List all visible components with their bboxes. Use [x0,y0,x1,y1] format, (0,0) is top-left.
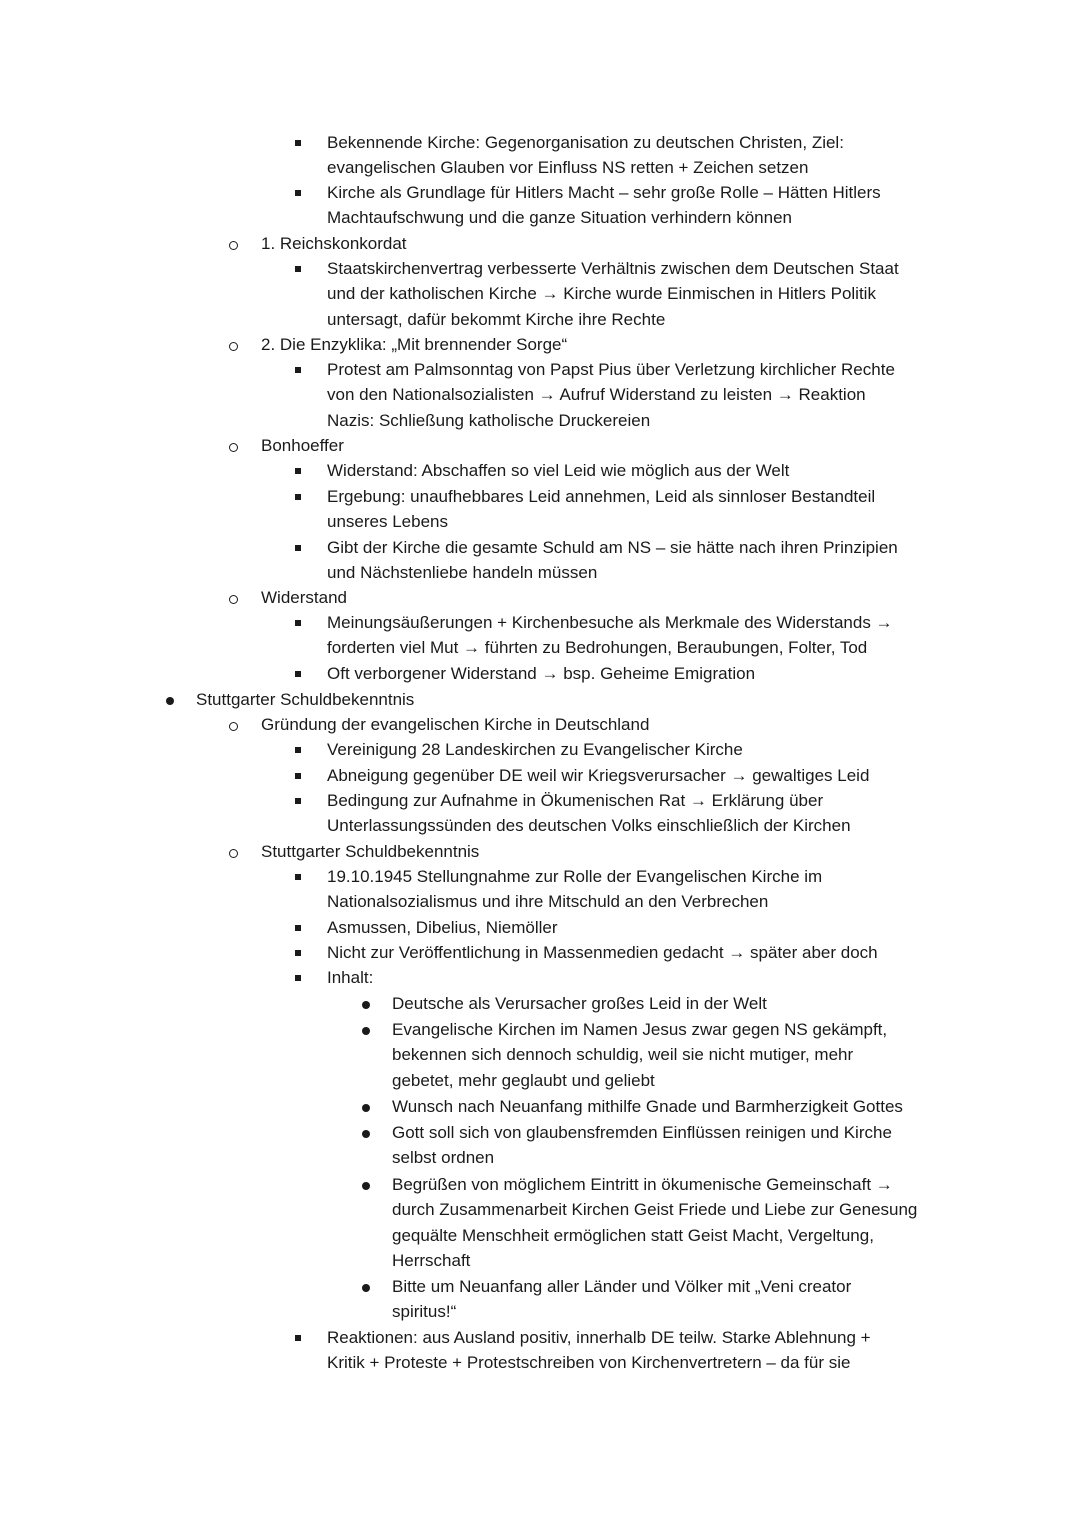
circle-bullet-icon [229,342,238,351]
disc-bullet-icon [362,1182,370,1190]
list-item-protest-palmsonntag: Protest am Palmsonntag von Papst Pius über Verletzung kirchlicher Rechte von den Nationalsozialisten → Aufruf Widerstand zu leisten → Reaktion Nazis: Schließung katholische Druckereien [327,360,895,430]
disc-bullet-icon [362,1130,370,1138]
list-item-bedingung: Bedingung zur Aufnahme in Ökumenischen Rat → Erklärung über Unterlassungssünden des deutschen Volks einschließlich der Kirchen [327,791,851,836]
list-item-bonhoeffer-schuld: Gibt der Kirche die gesamte Schuld am NS – sie hätte nach ihren Prinzipien und Nächstenliebe handeln müssen [327,538,898,583]
list-item-veroeffentlichung: Nicht zur Veröffentlichung in Massenmedien gedacht → später aber doch [327,943,878,962]
disc-bullet-icon [362,1104,370,1112]
square-bullet-icon [295,494,301,500]
list-item-inhalt-oekumene: Begrüßen von möglichem Eintritt in ökumenische Gemeinschaft → durch Zusammenarbeit Kirchen Geist Friede und Liebe zur Genesung gequälte Menschheit ermöglichen statt Geist Macht, Vergeltung, Herrschaft [392,1175,918,1271]
list-item-reaktionen: Reaktionen: aus Ausland positiv, innerhalb DE teilw. Starke Ablehnung + Kritik + Proteste + Protestschreiben von Kirchenvertretern – da für sie [327,1328,871,1373]
square-bullet-icon [295,950,301,956]
list-item-stellungnahme: 19.10.1945 Stellungnahme zur Rolle der Evangelischen Kirche im Nationalsozialismus und ihre Mitschuld an den Verbrechen [327,867,823,912]
square-bullet-icon [295,773,301,779]
section-heading-gruendung: Gründung der evangelischen Kirche in Deutschland [261,715,650,734]
square-bullet-icon [295,925,301,931]
square-bullet-icon [295,975,301,981]
circle-bullet-icon [229,241,238,250]
list-item-inhalt: Inhalt: [327,968,374,987]
circle-bullet-icon [229,722,238,731]
circle-bullet-icon [229,443,238,452]
square-bullet-icon [295,140,301,146]
section-heading-schuldbekenntnis: Stuttgarter Schuldbekenntnis [261,842,480,861]
list-item-verborgener-widerstand: Oft verborgener Widerstand → bsp. Geheime Emigration [327,664,756,683]
list-item-autoren: Asmussen, Dibelius, Niemöller [327,918,558,937]
disc-bullet-icon [166,697,174,705]
main-heading-stuttgarter-schuldbekenntnis: Stuttgarter Schuldbekenntnis [196,690,415,709]
section-heading-bonhoeffer: Bonhoeffer [261,436,344,455]
disc-bullet-icon [362,1027,370,1035]
section-heading-enzyklika: 2. Die Enzyklika: „Mit brennender Sorge“ [261,335,568,354]
square-bullet-icon [295,190,301,196]
square-bullet-icon [295,468,301,474]
list-item-kirche-grundlage: Kirche als Grundlage für Hitlers Macht – sehr große Rolle – Hätten Hitlers Machtaufschwung und die ganze Situation verhindern können [327,183,881,228]
square-bullet-icon [295,545,301,551]
square-bullet-icon [295,1335,301,1341]
disc-bullet-icon [362,1001,370,1009]
square-bullet-icon [295,367,301,373]
list-item-bonhoeffer-widerstand: Widerstand: Abschaffen so viel Leid wie möglich aus der Welt [327,461,790,480]
square-bullet-icon [295,798,301,804]
list-item-meinungsaeusserungen: Meinungsäußerungen + Kirchenbesuche als Merkmale des Widerstands → forderten viel Mut → führten zu Bedrohungen, Beraubungen, Folter, Tod [327,613,893,658]
list-item-abneigung: Abneigung gegenüber DE weil wir Kriegsverursacher → gewaltiges Leid [327,766,870,785]
list-item-vereinigung: Vereinigung 28 Landeskirchen zu Evangelischer Kirche [327,740,743,759]
square-bullet-icon [295,266,301,272]
list-item-inhalt-gott: Gott soll sich von glaubensfremden Einflüssen reinigen und Kirche selbst ordnen [392,1123,892,1168]
square-bullet-icon [295,874,301,880]
section-heading-widerstand: Widerstand [261,588,347,607]
list-item-inhalt-verursacher: Deutsche als Verursacher großes Leid in der Welt [392,994,767,1013]
square-bullet-icon [295,671,301,677]
square-bullet-icon [295,747,301,753]
square-bullet-icon [295,620,301,626]
list-item-inhalt-veni-creator: Bitte um Neuanfang aller Länder und Völker mit „Veni creator spiritus!“ [392,1277,852,1322]
disc-bullet-icon [362,1284,370,1292]
list-item-bekennende-kirche: Bekennende Kirche: Gegenorganisation zu deutschen Christen, Ziel: evangelischen Glauben vor Einfluss NS retten + Zeichen setzen [327,133,844,178]
section-heading-reichskonkordat: 1. Reichskonkordat [261,234,407,253]
list-item-staatskirchenvertrag: Staatskirchenvertrag verbesserte Verhältnis zwischen dem Deutschen Staat und der katholischen Kirche → Kirche wurde Einmischen in Hitlers Politik untersagt, dafür bekommt Kirche ihre Rechte [327,259,899,329]
circle-bullet-icon [229,595,238,604]
list-item-bonhoeffer-ergebung: Ergebung: unaufhebbares Leid annehmen, Leid als sinnloser Bestandteil unseres Lebens [327,487,876,532]
circle-bullet-icon [229,849,238,858]
list-item-inhalt-neuanfang: Wunsch nach Neuanfang mithilfe Gnade und Barmherzigkeit Gottes [392,1097,903,1116]
list-item-inhalt-schuldig: Evangelische Kirchen im Namen Jesus zwar gegen NS gekämpft, bekennen sich dennoch schuldig, weil sie nicht mutiger, mehr gebetet, mehr geglaubt und geliebt [392,1020,888,1090]
